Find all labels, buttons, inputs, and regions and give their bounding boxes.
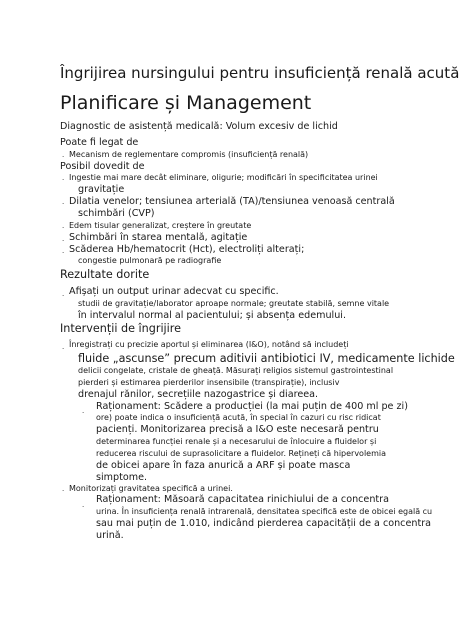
bullet-icon: . [82, 407, 85, 415]
diagnosis-line: Diagnostic de asistență medicală: Volum excesiv de lichid [60, 121, 338, 132]
evidence-item: Dilatia venelor; tensiunea arterială (TA)/tensiunea venoasă centrală [69, 196, 395, 207]
rationale-line: urina. În insuficiența renală intrarenală, densitatea specifică este de obicei egală cu [96, 507, 433, 516]
intervention-line: fluide „ascunse” precum aditivii antibiotici IV, medicamente lichide [78, 352, 455, 365]
evidence-item: Schimbări în starea mentală, agitație [69, 232, 248, 243]
intervention-line: Înregistrați cu precizie aportul și eliminarea (I&O), notând să includeți [69, 340, 349, 349]
rationale-line: ore) poate indica o insuficiență acută, în special în cazuri cu risc ridicat [96, 413, 381, 422]
bullet-icon: . [62, 485, 65, 493]
related-item: Mecanism de reglementare compromis (insuficiență renală) [69, 150, 309, 159]
bullet-icon: . [62, 174, 65, 182]
evidence-item-continuation: congestie pulmonară pe radiografie [78, 256, 222, 265]
rationale-line: de obicei apare în faza anurică a ARF și poate masca [96, 460, 351, 471]
outcome-line: studii de gravitație/laborator aproape normale; greutate stabilă, semne vitale [78, 299, 390, 308]
evidence-item: Scăderea Hb/hematocrit (Hct), electroliți alterați; [69, 244, 305, 255]
evidence-label: Posibil dovedit de [60, 161, 145, 172]
bullet-icon: . [62, 151, 65, 159]
evidence-item: Ingestie mai mare decât eliminare, oligurie; modificări în specificitatea urinei [69, 173, 378, 182]
evidence-item-continuation: schimbări (CVP) [78, 208, 155, 219]
rationale-line: determinarea funcției renale și a necesarului de înlocuire a fluidelor și [96, 437, 377, 446]
rationale-line: simptome. [96, 472, 148, 483]
bullet-icon: . [82, 501, 85, 509]
intervention-line: pierderi și estimarea pierderilor insensibile (transpirație), inclusiv [78, 378, 340, 387]
rationale-line: Raționament: Scădere a producției (la mai puțin de 400 ml pe zi) [96, 401, 408, 412]
rationale-line: Raționament: Măsoară capacitatea rinichiului de a concentra [96, 494, 389, 505]
bullet-icon: . [62, 235, 65, 243]
rationale-line: reducerea riscului de suprasolicitare a fluidelor. Rețineți că hipervolemia [96, 449, 387, 458]
outcomes-label: Rezultate dorite [60, 268, 150, 281]
document-title: Îngrijirea nursingului pentru insuficiență renală acută [60, 64, 460, 82]
evidence-item-continuation: gravitație [78, 184, 125, 195]
outcome-line: Afișați un output urinar adecvat cu specific. [69, 286, 279, 297]
related-label: Poate fi legat de [60, 137, 139, 148]
bullet-icon: . [62, 198, 65, 206]
intervention-line: Monitorizați gravitatea specifică a urinei. [69, 484, 233, 493]
bullet-icon: . [62, 343, 65, 351]
rationale-line: urină. [96, 530, 124, 541]
bullet-icon: . [62, 247, 65, 255]
interventions-label: Intervenții de îngrijire [60, 322, 182, 335]
intervention-line: delicii congelate, cristale de gheață. Măsurați religios sistemul gastrointestinal [78, 366, 394, 375]
evidence-item: Edem tisular generalizat, creștere în greutate [69, 221, 252, 230]
rationale-line: pacienți. Monitorizarea precisă a I&O este necesară pentru [96, 424, 379, 435]
rationale-line: sau mai puțin de 1.010, indicând pierderea capacității de a concentra [96, 518, 432, 529]
bullet-icon: . [62, 290, 65, 298]
bullet-icon: . [62, 222, 65, 230]
section-heading: Planificare și Management [60, 92, 312, 114]
outcome-line: în intervalul normal al pacientului; și absența edemului. [78, 310, 346, 321]
intervention-line: drenajul rănilor, secrețiile nazogastrice și diareea. [78, 389, 319, 400]
